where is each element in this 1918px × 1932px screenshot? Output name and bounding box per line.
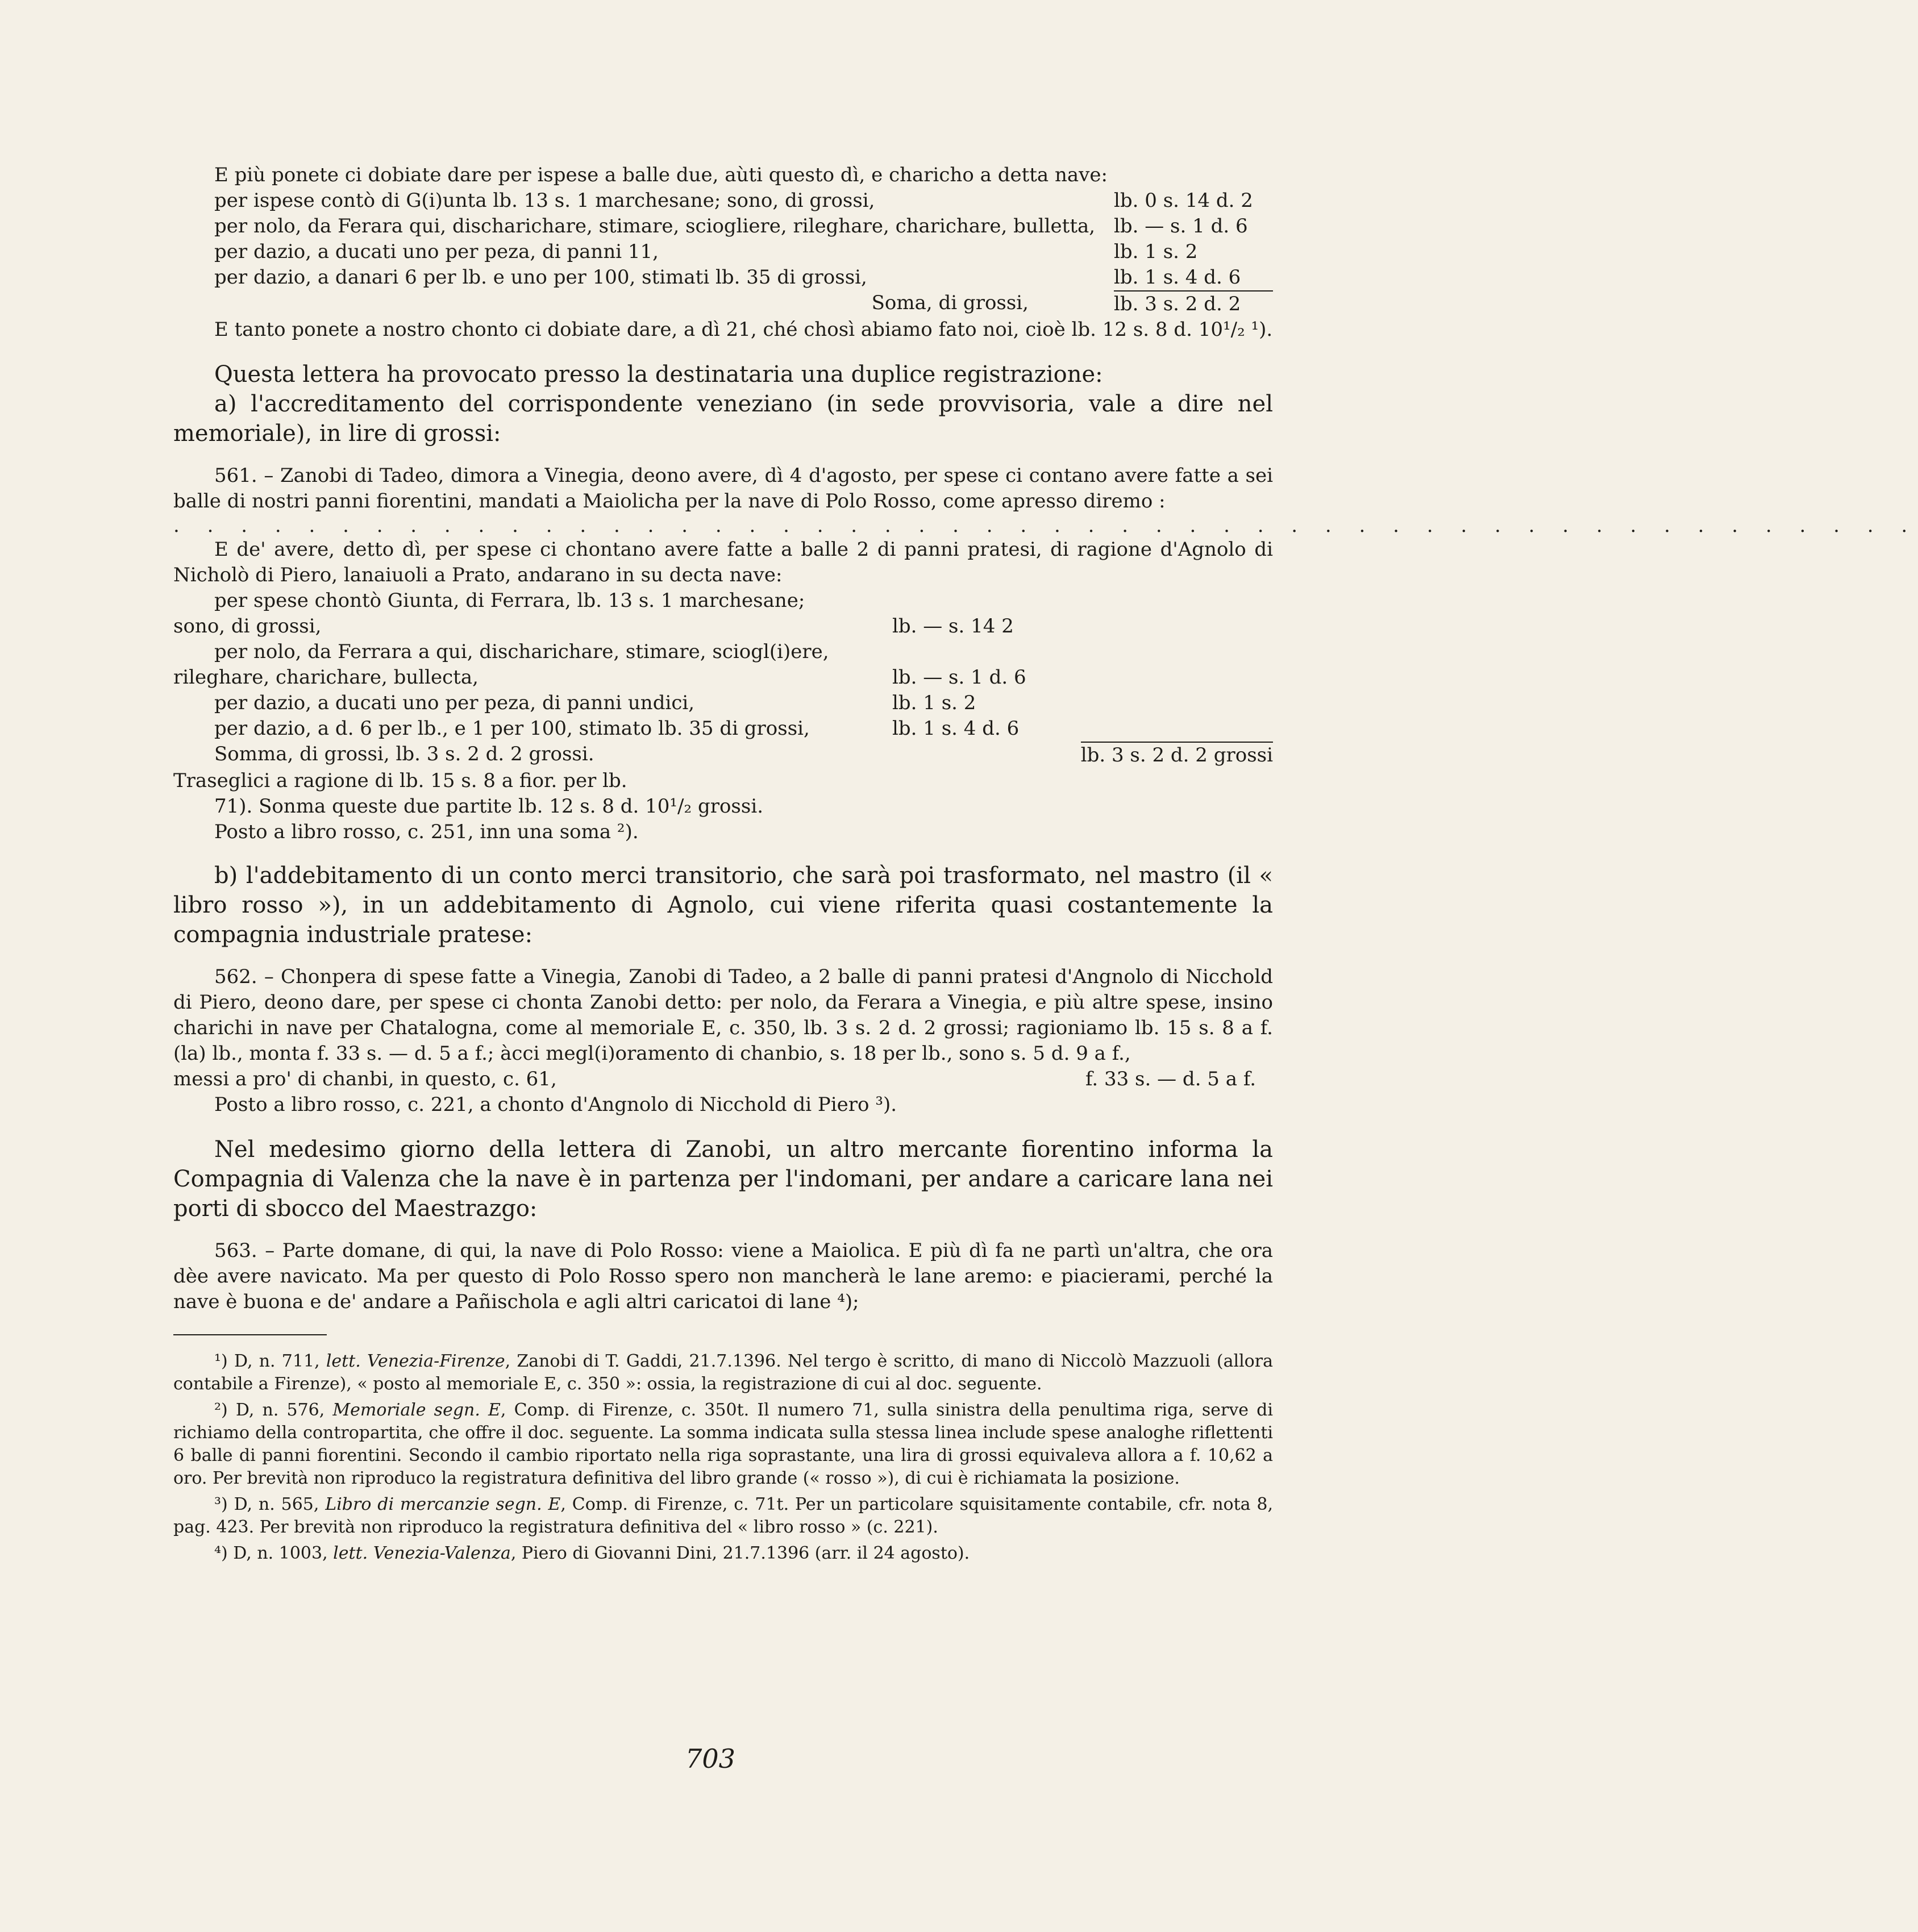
page-number: 703 — [685, 1743, 735, 1774]
ledger-label: messi a pro' di chanbi, in questo, c. 61, — [173, 1068, 557, 1090]
entry-line: Traseglici a ragione di lb. 15 s. 8 a fior. per lb. — [173, 769, 627, 792]
document-561: 561. – Zanobi di Tadeo, dimora a Vinegia, deono avere, dì 4 d'agosto, per spese ci contano avere fatte a sei balle di nostri panni fiorentini, mandati a Maiolicha per la nave di Polo Rosso, come apresso diremo : — [173, 464, 1273, 513]
ledger-amount: lb. — s. 1 d. 6 — [1114, 215, 1248, 238]
ledger-amount: lb. 1 s. 2 — [892, 692, 976, 714]
sum-amount: lb. 3 s. 2 d. 2 — [1114, 290, 1273, 317]
footnote-source: lett. Venezia-Valenza — [333, 1543, 511, 1563]
ledger-sum-row — [173, 290, 1273, 317]
ledger-row — [173, 614, 1273, 639]
footnote-text: D, n. 711, — [234, 1351, 326, 1371]
body-paragraph: Nel medesimo giorno della lettera di Zanobi, un altro mercante fiorentino informa la Compagnia di Valenza che la nave è in partenza per l'indomani, per andare a caricare lana nei porti di sbocco del Maestrazgo: — [173, 1136, 1273, 1222]
ledger-row — [173, 239, 1273, 265]
ledger-amount: lb. 0 s. 14 d. 2 — [1114, 189, 1253, 212]
ledger-label: per dazio, a d. 6 per lb., e 1 per 100, stimato lb. 35 di grossi, — [214, 717, 810, 740]
ledger-row — [173, 716, 1273, 742]
entry-line: per nolo, da Ferrara a qui, discharichare, stimare, sciogl(i)ere, — [214, 640, 829, 663]
body-paragraph: a) l'accreditamento del corrispondente veneziano (in sede provvisoria, vale a dire nel memoriale), in lire di grossi: — [173, 391, 1273, 447]
ledger-label: per dazio, a ducati uno per peza, di panni undici, — [214, 692, 695, 714]
ledger-amount: lb. 1 s. 4 d. 6 — [1114, 266, 1241, 289]
document-563: 563. – Parte domane, di qui, la nave di Polo Rosso: viene a Maiolica. E più dì fa ne partì un'altra, che ora dèe avere navicato. Ma per questo di Polo Rosso spero non mancherà le lane aremo: e piacierami, perché la nave è buona e de' andare a Pañischola e agli altri caricatoi di lane ⁴); — [173, 1239, 1273, 1313]
footnote-text: , Comp. di Firenze, c. 71t. Per un particolare squisitamente contabile, cfr. nota 8, pag. 423. Per brevità non riproduco la registratura definitiva del « libro rosso » (c. 221). — [173, 1494, 1273, 1537]
entry-line: Posto a libro rosso, c. 221, a chonto d'Angnolo di Nicchold di Piero ³). — [214, 1093, 897, 1116]
ledger-row — [173, 690, 1273, 716]
entry-line: 71). Sonma queste due partite lb. 12 s. 8 d. 10¹/₂ grossi. — [214, 795, 764, 818]
footnote-mark: ²) — [214, 1400, 228, 1420]
ledger-label: sono, di grossi, — [173, 615, 322, 638]
footnote-mark: ¹) — [214, 1351, 228, 1371]
ledger-amount: lb. 1 s. 2 — [1114, 240, 1198, 263]
ledger-row — [173, 265, 1273, 290]
footnote — [173, 1542, 1273, 1565]
footnote-source: lett. Venezia-Firenze — [326, 1351, 505, 1371]
footnote — [173, 1399, 1273, 1490]
ledger-label: rileghare, charichare, bullecta, — [173, 666, 479, 689]
ledger-amount: lb. 1 s. 4 d. 6 — [892, 717, 1020, 740]
document-561-para: E de' avere, detto dì, per spese ci chontano avere fatte a balle 2 di panni pratesi, di ragione d'Agnolo di Nicholò di Piero, lanaiuoli a Prato, andarano in su decta nave: — [173, 538, 1273, 586]
footnote — [173, 1350, 1273, 1396]
entry-line: per spese chontò Giunta, di Ferrara, lb. 13 s. 1 marchesane; — [214, 589, 805, 612]
footnote-text: D, n. 576, — [235, 1400, 333, 1420]
footnote-mark: ³) — [214, 1494, 228, 1514]
ledger-row — [173, 188, 1273, 214]
footnote — [173, 1493, 1273, 1539]
letter-closing: E tanto ponete a nostro chonto ci dobiate dare, a dì 21, ché chosì abiamo fato noi, cioè lb. 12 s. 8 d. 10¹/₂ ¹). — [214, 318, 1273, 341]
footnote-text: D, n. 565, — [234, 1494, 326, 1514]
entry-line: Posto a libro rosso, c. 251, inn una soma ²). — [214, 821, 639, 843]
ledger-label: per dazio, a danari 6 per lb. e uno per 100, stimati lb. 35 di grossi, — [214, 266, 867, 289]
footnote-divider — [173, 1334, 327, 1335]
footnote-mark: ⁴) — [214, 1543, 228, 1563]
ledger-label: per nolo, da Ferara qui, discharichare, stimare, sciogliere, rileghare, charichare, bulletta, — [214, 215, 1096, 238]
letter-intro: E più ponete ci dobiate dare per ispese a balle due, aùti questo dì, e charicho a detta nave: — [214, 164, 1108, 186]
ledger-amount: lb. — s. 14 2 — [892, 615, 1014, 638]
ledger-label: per ispese contò di G(i)unta lb. 13 s. 1 marchesane; sono, di grossi, — [214, 189, 875, 212]
ledger-row — [173, 214, 1273, 239]
ledger-row — [173, 1067, 1273, 1092]
ledger-total-row — [173, 742, 1273, 768]
footnote-text: D, n. 1003, — [233, 1543, 334, 1563]
ledger-total: lb. 3 s. 2 d. 2 grossi — [1081, 742, 1273, 768]
ledger-label: Somma, di grossi, lb. 3 s. 2 d. 2 grossi. — [214, 743, 594, 765]
footnote-source: Memoriale segn. E — [332, 1400, 501, 1420]
body-paragraph: b) l'addebitamento di un conto merci transitorio, che sarà poi trasformato, nel mastro (il « libro rosso »), in un addebitamento di Agnolo, cui viene riferita quasi costantemente la compagnia industriale pratese: — [173, 863, 1273, 948]
ledger-label: per dazio, a ducati uno per peza, di panni 11, — [214, 240, 659, 263]
footnote-text: , Zanobi di T. Gaddi, 21.7.1396. Nel tergo è scritto, di mano di Niccolò Mazzuoli (allora contabile a Firenze), « posto al memoriale E, c. 350 »: ossia, la registrazione di cui al doc. seguente. — [173, 1351, 1273, 1394]
footnote-text: , Comp. di Firenze, c. 350t. Il numero 71, sulla sinistra della penultima riga, serve di richiamo della contropartita, che offre il doc. seguente. La somma indicata sulla stessa linea include spese analoghe riflettenti 6 balle di panni fiorentini. Secondo il cambio riportato nella riga soprastante, una lira di grossi equivaleva allora a f. 10,62 a oro. Per brevità non riproduco la registratura definitiva del libro grande (« rosso »), di cui è richiamata la posizione. — [173, 1400, 1273, 1488]
ledger-row — [173, 665, 1273, 690]
page-content — [173, 160, 1918, 1568]
footnote-source: Libro di mercanzie segn. E — [325, 1494, 561, 1514]
body-paragraph: Questa lettera ha provocato presso la destinataria una duplice registrazione: — [214, 361, 1103, 388]
footnote-text: , Piero di Giovanni Dini, 21.7.1396 (arr. il 24 agosto). — [510, 1543, 970, 1563]
ellipsis-line: . . . . . . . . . . . . . . . . . . . . . . . . . . . . . . . . . . . . . . . . . . . . . . . . . . . . — [173, 514, 1918, 537]
sum-label: Soma, di grossi, — [871, 292, 1029, 314]
ledger-amount: lb. — s. 1 d. 6 — [892, 666, 1026, 689]
ledger-amount: f. 33 s. — d. 5 a f. — [1085, 1068, 1257, 1090]
document-562: 562. – Chonpera di spese fatte a Vinegia, Zanobi di Tadeo, a 2 balle di panni pratesi d'Angnolo di Nicchold di Piero, deono dare, per spese ci chonta Zanobi detto: per nolo, da Ferara a Vinegia, e più altre spese, insino charichi in nave per Chatalogna, come al memoriale E, c. 350, lb. 3 s. 2 d. 2 grossi; ragioniamo lb. 15 s. 8 a f. (la) lb., monta f. 33 s. — d. 5 a f.; àcci megl(i)oramento di chanbio, s. 18 per lb., sono s. 5 d. 9 a f., — [173, 965, 1273, 1065]
